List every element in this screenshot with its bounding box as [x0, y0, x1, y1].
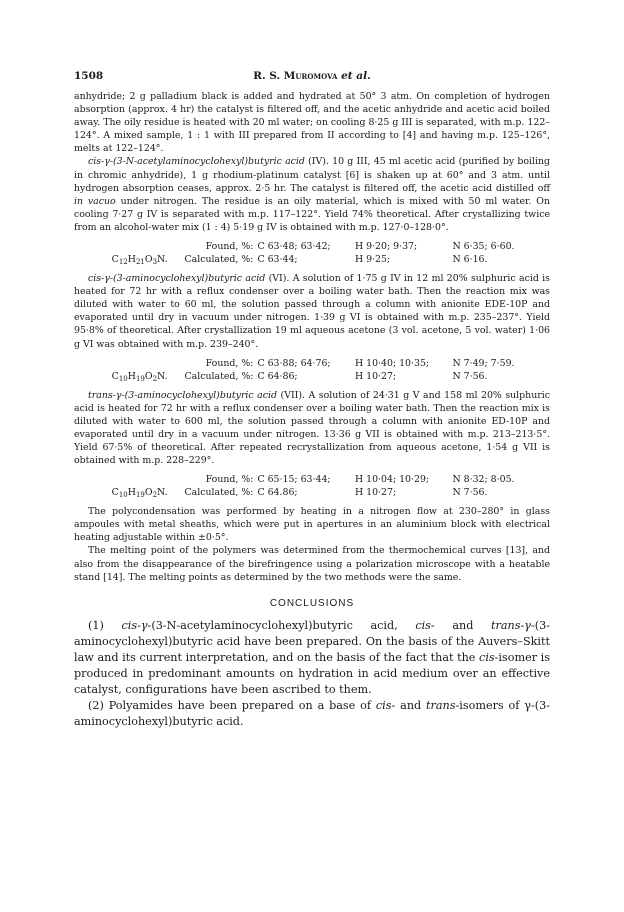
compound-name: trans-γ-(3-aminocyclohexyl)butyric acid	[88, 389, 278, 401]
compound-name: cis-γ-(3-aminocyclohexyl)butyric acid	[88, 273, 266, 285]
paragraph-iv-synthesis: cis-γ-(3-N-acetylaminocyclohexyl)butyric acid (IV). 10 g III, 45 ml acetic acid (purified by boiling in chromic anhydride), 1 g rhodium-platinum catalyst [6] is shaken up at 60° and 3 atm. until hydrogen absorption ceases, approx. 2·5 hr. The catalyst is filtered off, the acetic acid distilled off in vacuo under nitrogen. The residue is an oily material, which is mixed with 50 ml water. On cooling 7·27 g IV is separated with m.p. 117–122°. Yield 74% theoretical. After crystallizing twice from an alcohol-water mix (1 : 4) 5·19 g IV is obtained with m.p. 127·0–128·0°.	[74, 156, 551, 233]
elemental-analysis-iv	[74, 240, 550, 266]
conclusion-1: (1) cis-γ-(3-N-acetylaminocyclohexyl)butyric acid, cis- and trans-γ-(3-aminocyclohexyl)butyric acid have been prepared. On the basis of the Auvers–Skitt law and its current interpretation, and on the basis of the fact that the cis-isomer is produced in predominant amounts on hydration in acid medium over an effective catalyst, configurations have been ascribed to them.	[74, 618, 550, 696]
found-row: Found, %: C 65·15; 63·44; H 10·04; 10·29; N 8·32; 8·05.	[205, 474, 515, 486]
compound-name: cis-γ-(3-N-acetylaminocyclohexyl)butyric acid	[88, 156, 305, 168]
conclusions	[74, 618, 550, 730]
page-number: 1508	[74, 70, 104, 82]
conclusions-heading: CONCLUSIONS	[269, 597, 355, 609]
running-header	[74, 70, 550, 82]
calculated-row: $C_{10}H_{19}O_2N$. Calculated, %: C 64·86; H 10·27; N 7·56.	[74, 370, 550, 383]
paragraph-polycondensation: The polycondensation was performed by heating in a nitrogen flow at 230–280° in glass ampoules with metal sheaths, which were put in apertures in an aluminium block with electrical heating adjustable within ±0·5°.	[74, 506, 550, 544]
found-row: Found, %: C 63·48; 63·42; H 9·20; 9·37; N 6·35; 6·60.	[205, 241, 515, 253]
running-title: R. S. Muromova et al.	[253, 70, 371, 82]
molecular-formula: $C_{10}H_{19}O_2N$.	[111, 370, 168, 383]
elemental-analysis-vii	[74, 473, 550, 499]
paragraph-melting-point: The melting point of the polymers was determined from the thermochemical curves [13], and also from the disappearance of the birefringence using a polarization microscope with a heatable stand [14]. The melting points as determined by the two methods were the same.	[74, 545, 550, 583]
calculated-row: $C_{10}H_{19}O_2N$. Calculated, %: C 64.86; H 10·27; N 7·56.	[74, 486, 550, 499]
conclusion-2: (2) Polyamides have been prepared on a base of cis- and trans-isomers of γ-(3-aminocyclohexyl)butyric acid.	[74, 698, 551, 728]
elemental-analysis-vi	[74, 357, 550, 383]
page	[74, 70, 550, 730]
molecular-formula: $C_{12}H_{21}O_3N$.	[111, 254, 168, 267]
paragraph-1: anhydride; 2 g palladium black is added and hydrated at 50° 3 atm. On completion of hydrogen absorption (approx. 4 hr) the catalyst is filtered off, and the acetic anhydride and acetic acid boiled away. The oily residue is heated with 20 ml water; on cooling 8·25 g III is separated, with m.p. 122–124°. A mixed sample, 1 : 1 with III prepared from II according to [4] and having m.p. 125–126°, melts at 122–124°.	[74, 91, 550, 155]
found-row: Found, %: C 63·88; 64·76; H 10·40; 10·35; N 7·49; 7·59.	[205, 357, 515, 369]
paragraph-vii-synthesis: trans-γ-(3-aminocyclohexyl)butyric acid (VII). A solution of 24·31 g V and 158 ml 20% sulphuric acid is heated for 72 hr with a reflux condenser over a boiling water bath. Then the reaction mix is diluted with water to 600 ml, the solution passed through a column with anionite ED-10P and evaporated until dry in a vacuum under nitrogen. 13·36 g VII is obtained with m.p. 213–213·5°. Yield 67·5% of theoretical. After repeated recrystallization from aqueous acetone, 1·54 g VII is obtained with m.p. 228–229°.	[74, 389, 550, 467]
calculated-row: $C_{12}H_{21}O_3N$. Calculated, %: C 63·44; H 9·25; N 6·16.	[74, 253, 550, 266]
paragraph-vi-synthesis: cis-γ-(3-aminocyclohexyl)butyric acid (VI). A solution of 1·75 g IV in 12 ml 20% sulphuric acid is heated for 72 hr with a reflux condenser over a boiling water bath. Then the reaction mix was diluted with water to 60 ml, the solution passed through a column with anionite EDE-10P and evaporated until dry in vacuum under nitrogen. 1·39 g VI is obtained with m.p. 235–237°. Yield 95·8% of theoretical. After crystallization 19 ml aqueous acetone (3 vol. acetone, 5 vol. water) 1·06 g VI was obtained with m.p. 239–240°.	[74, 273, 550, 350]
molecular-formula: $C_{10}H_{19}O_2N$.	[111, 487, 168, 500]
